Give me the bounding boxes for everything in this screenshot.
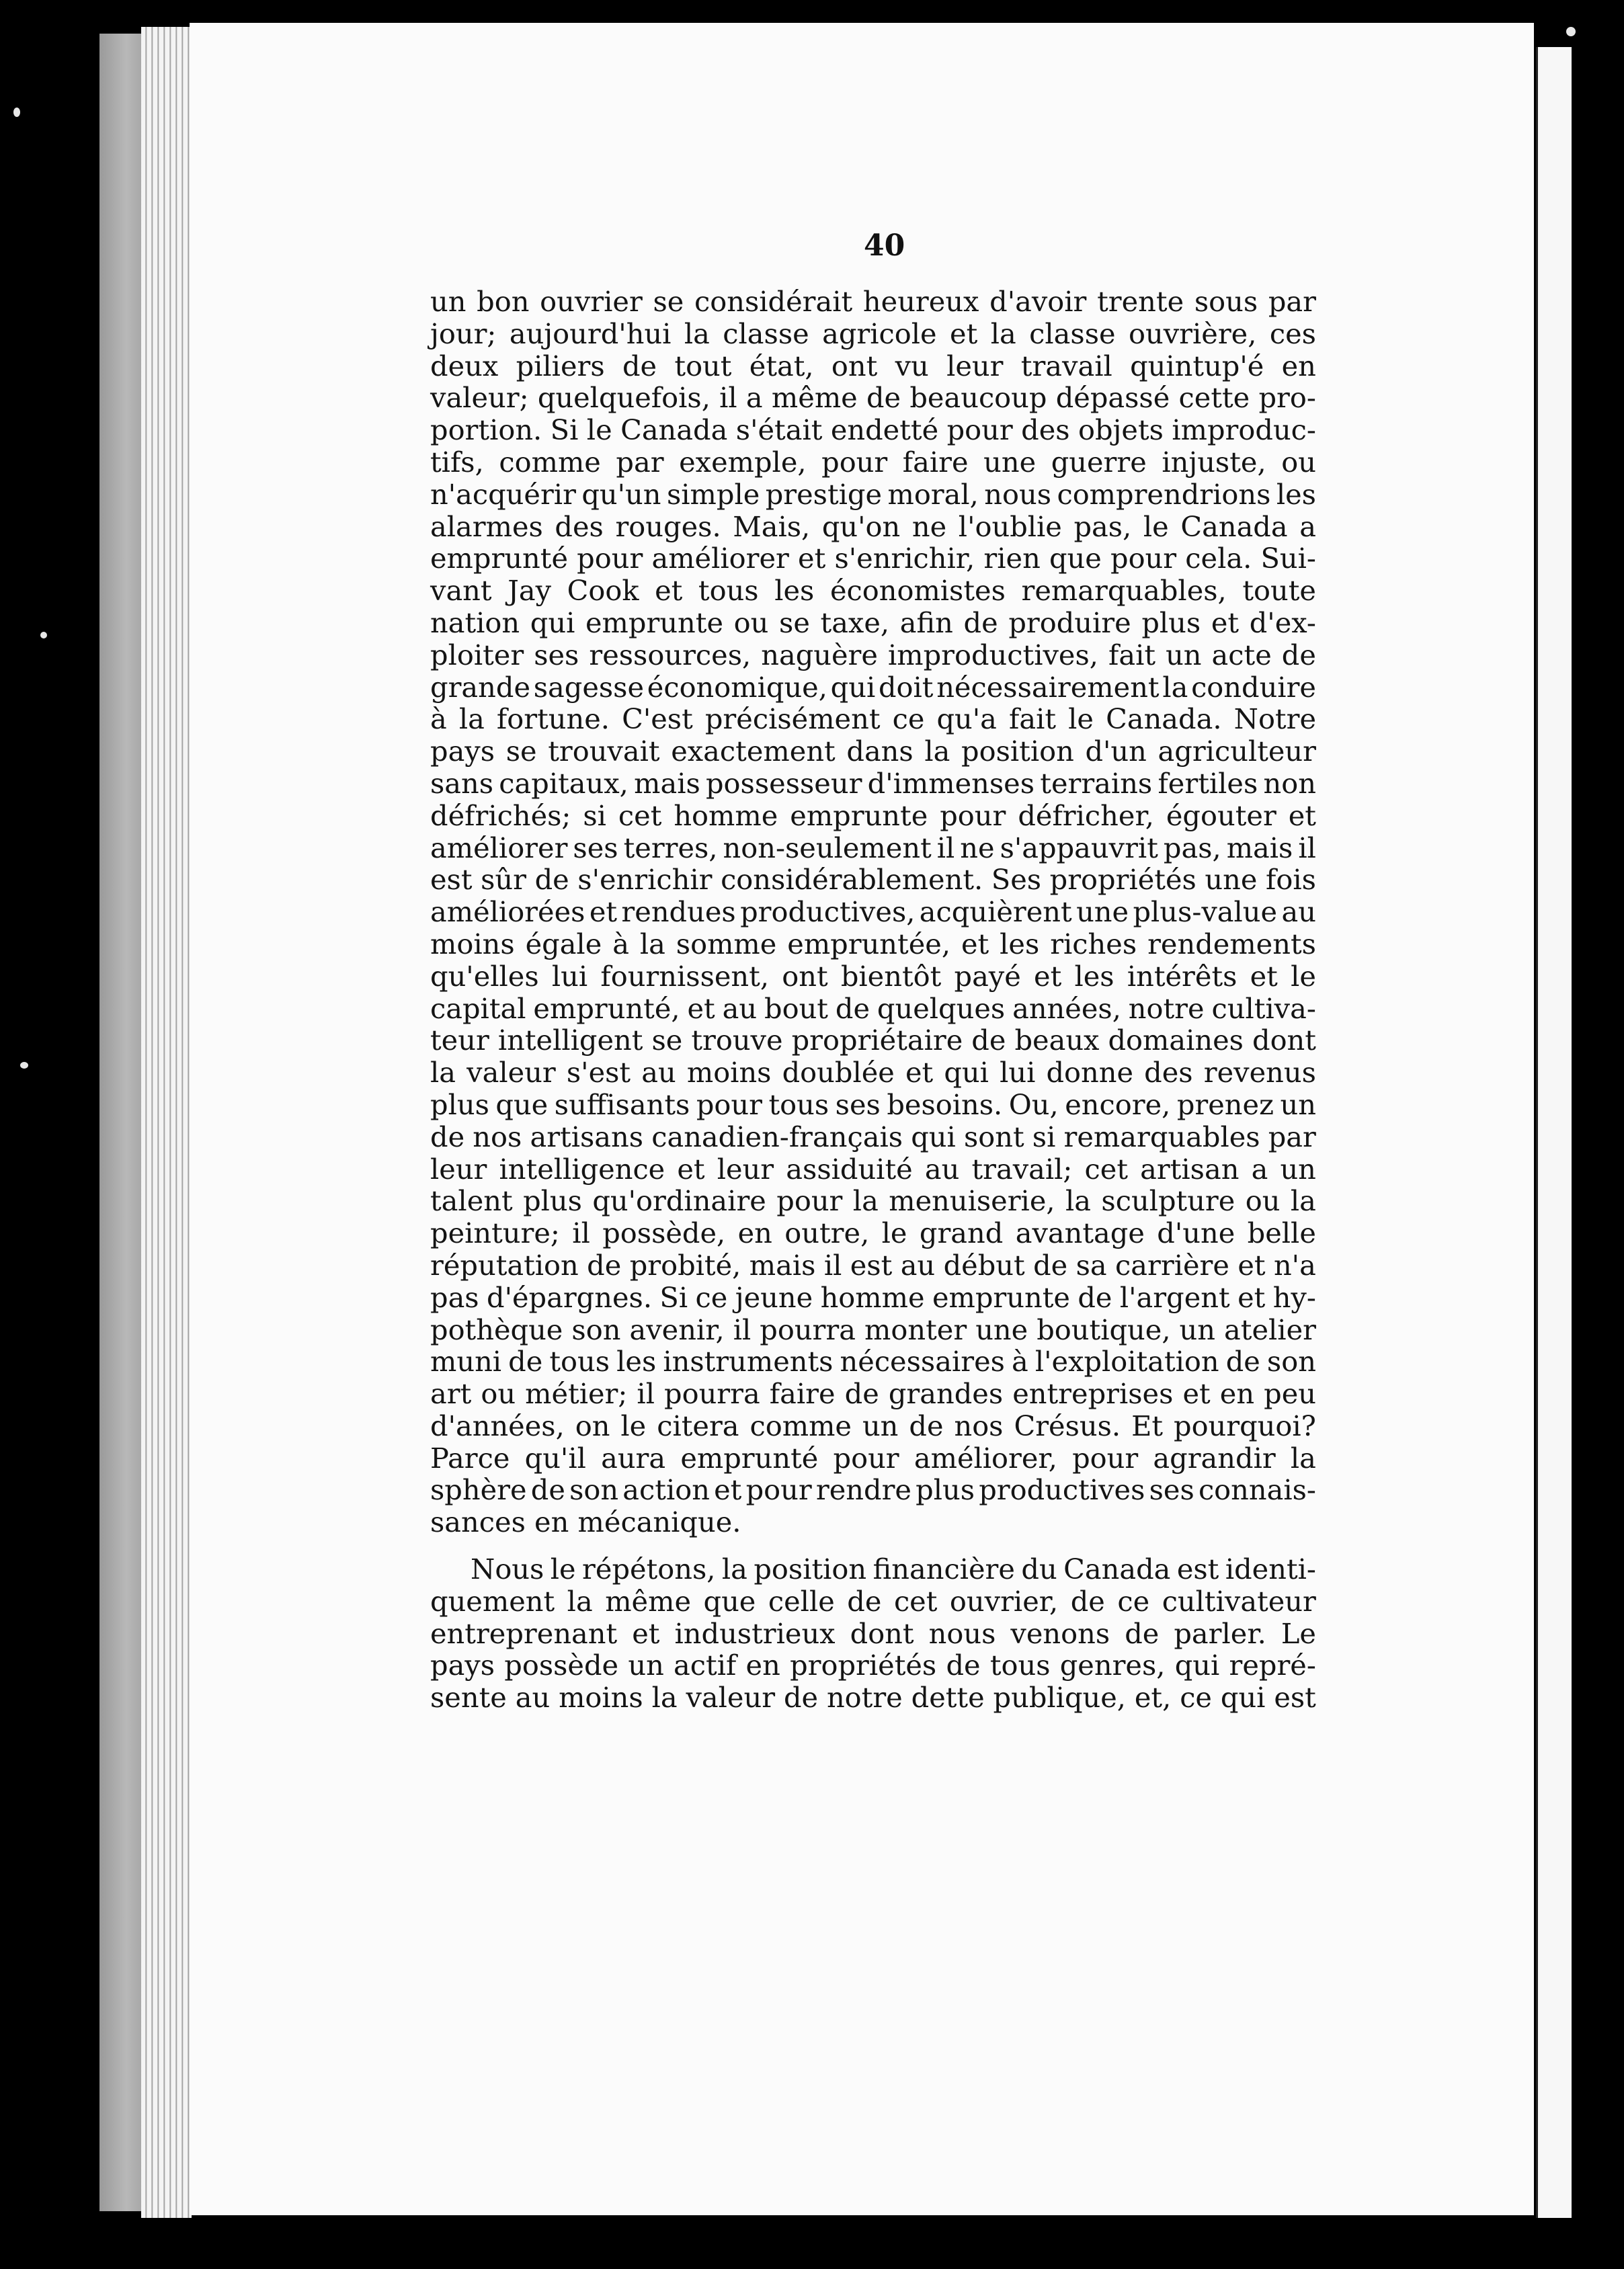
text-line: à la fortune. C'est précisément ce qu'a fait le Canada. Notre <box>430 702 1316 736</box>
text-line: alarmes des rouges. Mais, qu'on ne l'oublie pas, le Canada a <box>430 509 1316 543</box>
text-line: grande sagesse économique, qui doit nécessairement la conduire <box>430 670 1316 704</box>
text-line: deux piliers de tout état, ont vu leur travail quintup'é en <box>430 349 1316 382</box>
text-line: valeur; quelquefois, il a même de beaucoup dépassé cette pro- <box>430 381 1316 415</box>
scan-speck <box>40 632 47 638</box>
text-line: pays se trouvait exactement dans la position d'un agriculteur <box>430 735 1316 768</box>
body-text <box>430 286 1316 1714</box>
text-line: pas d'épargnes. Si ce jeune homme emprunte de l'argent et hy- <box>430 1280 1316 1314</box>
text-line: vant Jay Cook et tous les économistes remarquables, toute <box>430 574 1316 608</box>
text-line: quement la même que celle de cet ouvrier, de ce cultivateur <box>430 1584 1316 1618</box>
text-line: sente au moins la valeur de notre dette publique, et, ce qui est <box>430 1681 1316 1715</box>
text-line: améliorer ses terres, non-seulement il ne s'appauvrit pas, mais il <box>430 831 1316 864</box>
scan-speck <box>13 108 20 117</box>
page-number: 40 <box>864 229 905 263</box>
text-line: nation qui emprunte ou se taxe, afin de produire plus et d'ex- <box>430 606 1316 639</box>
text-line: sances en mécanique. <box>430 1505 741 1539</box>
text-line: n'acquérir qu'un simple prestige moral, nous comprendrions les <box>430 477 1316 511</box>
text-line: qu'elles lui fournissent, ont bientôt payé et les intérêts et le <box>430 959 1316 993</box>
text-line: sans capitaux, mais possesseur d'immenses terrains fertiles non <box>430 766 1316 800</box>
text-line: plus que suffisants pour tous ses besoins. Ou, encore, prenez un <box>430 1087 1316 1121</box>
text-line: moins égale à la somme empruntée, et les riches rendements <box>430 927 1316 960</box>
text-line: d'années, on le citera comme un de nos Crésus. Et pourquoi? <box>430 1409 1316 1442</box>
text-line: réputation de probité, mais il est au début de sa carrière et n'a <box>430 1248 1316 1282</box>
text-line: un bon ouvrier se considérait heureux d'avoir trente sous par <box>430 285 1316 318</box>
scan-speck <box>20 1062 28 1069</box>
text-line: peinture; il possède, en outre, le grand avantage d'une belle <box>430 1216 1316 1250</box>
text-line: de nos artisans canadien-français qui sont si remarquables par <box>430 1120 1316 1153</box>
text-line: défrichés; si cet homme emprunte pour défricher, égouter et <box>430 798 1316 832</box>
text-line: capital emprunté, et au bout de quelques années, notre cultiva- <box>430 991 1316 1025</box>
text-line: entreprenant et industrieux dont nous venons de parler. Le <box>430 1616 1316 1650</box>
text-line: est sûr de s'enrichir considérablement. Ses propriétés une fois <box>430 863 1316 897</box>
text-line: emprunté pour améliorer et s'enrichir, rien que pour cela. Sui- <box>430 542 1316 575</box>
text-line: Nous le répétons, la position financière du Canada est identi- <box>471 1553 1316 1586</box>
text-line: muni de tous les instruments nécessaires à l'exploitation de son <box>430 1345 1316 1378</box>
text-line: pothèque son avenir, il pourra monter une boutique, un atelier <box>430 1313 1316 1346</box>
text-line: portion. Si le Canada s'était endetté pour des objets improduc- <box>430 413 1316 447</box>
text-line: art ou métier; il pourra faire de grandes entreprises et en peu <box>430 1377 1316 1411</box>
text-line: la valeur s'est au moins doublée et qui lui donne des revenus <box>430 1056 1316 1089</box>
book-page-edges <box>141 27 192 2218</box>
text-line: ploiter ses ressources, naguère improductives, fait un acte de <box>430 638 1316 671</box>
text-line: teur intelligent se trouve propriétaire de beaux domaines dont <box>430 1024 1316 1057</box>
text-line: Parce qu'il aura emprunté pour améliorer, pour agrandir la <box>430 1441 1316 1475</box>
text-line: leur intelligence et leur assiduité au travail; cet artisan a un <box>430 1152 1316 1186</box>
text-line: jour; aujourd'hui la classe agricole et la classe ouvrière, ces <box>430 317 1316 350</box>
facing-page-edge <box>1536 47 1572 2218</box>
text-line: pays possède un actif en propriétés de tous genres, qui repré- <box>430 1649 1316 1682</box>
text-line: améliorées et rendues productives, acquièrent une plus-value au <box>430 895 1316 929</box>
paragraph-gap <box>430 1538 1316 1553</box>
text-line: talent plus qu'ordinaire pour la menuiserie, la sculpture ou la <box>430 1184 1316 1218</box>
scan-speck <box>1566 27 1576 36</box>
text-line: sphère de son action et pour rendre plus productives ses connais- <box>430 1473 1316 1507</box>
text-line: tifs, comme par exemple, pour faire une guerre injuste, ou <box>430 445 1316 479</box>
